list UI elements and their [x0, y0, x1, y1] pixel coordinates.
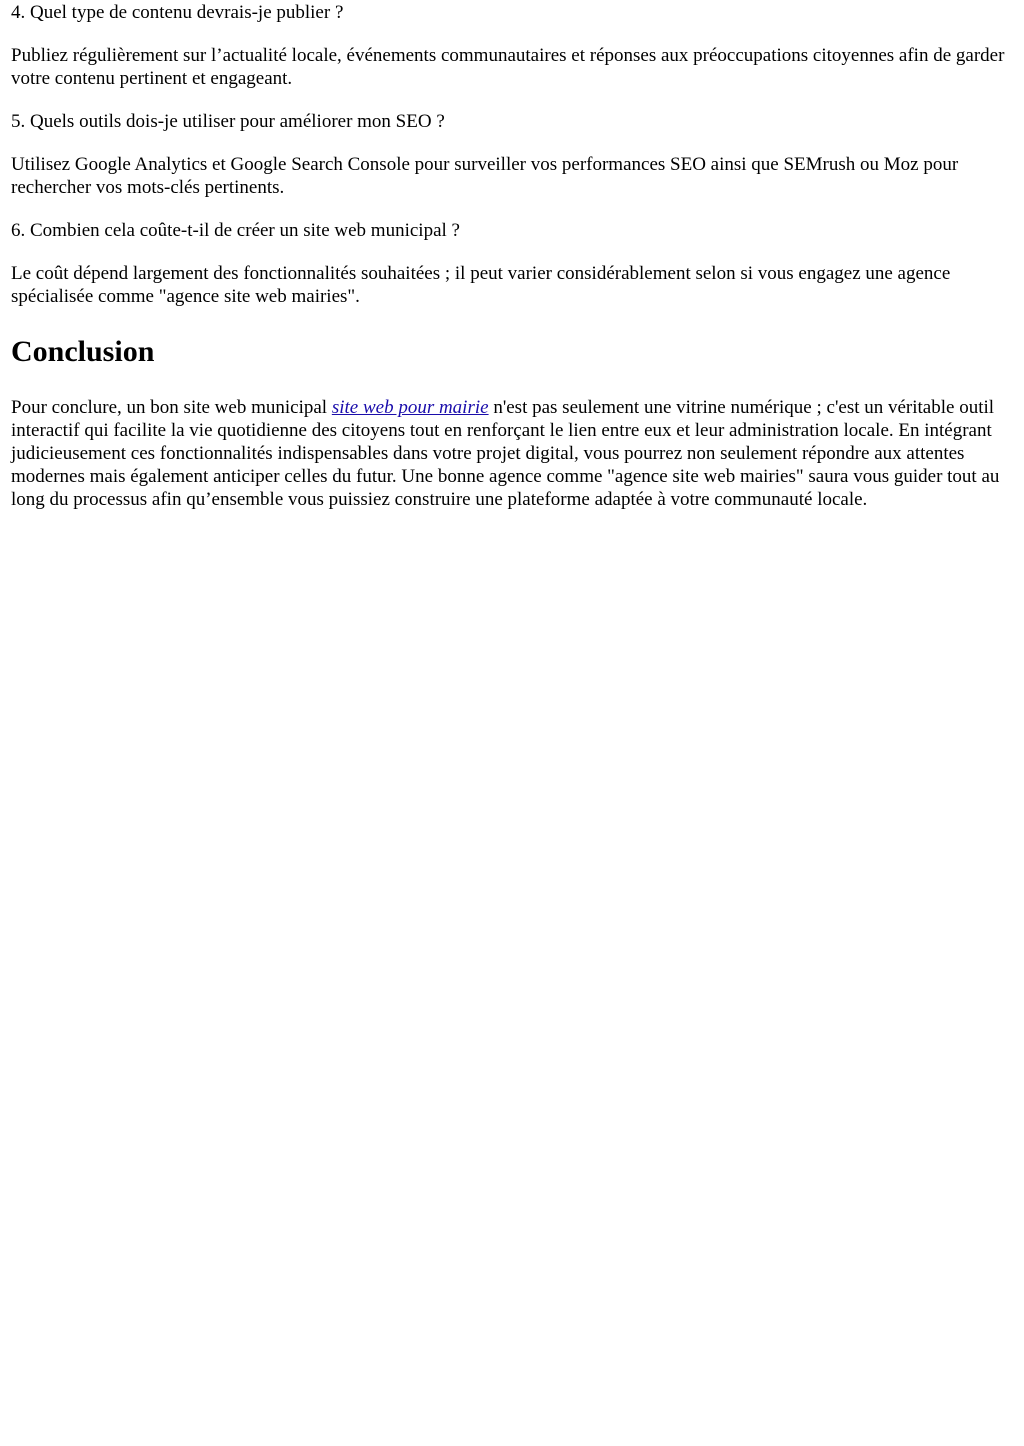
article-body: [0, 0, 1024, 511]
conclusion-text-after-link: n'est pas seulement une vitrine numérique ; c'est un véritable outil interactif qui facilite la vie quotidienne des citoyens tout en renforçant le lien entre eux et leur administration locale. En intégrant judicieusement ces fonctionnalités indispensables dans votre projet digital, vous pourrez non seulement répondre aux attentes modernes mais également anticiper celles du futur. Une bonne agence comme "agence site web mairies" saura vous guider tout au long du processus afin qu’ensemble vous puissiez construire une plateforme adaptée à votre communauté locale.: [11, 397, 1000, 510]
faq-question-4: 4. Quel type de contenu devrais-je publier ?: [11, 2, 344, 23]
site-web-pour-mairie-link[interactable]: site web pour mairie: [331, 397, 489, 418]
conclusion-paragraph: [11, 396, 1012, 511]
faq-answer-4: Publiez régulièrement sur l’actualité locale, événements communautaires et réponses aux préoccupations citoyennes afin de garder votre contenu pertinent et engageant.: [11, 45, 1005, 89]
faq-question-6: 6. Combien cela coûte-t-il de créer un site web municipal ?: [11, 220, 460, 241]
conclusion-text-before-link: Pour conclure, un bon site web municipal: [11, 397, 332, 418]
faq-answer-6: Le coût dépend largement des fonctionnalités souhaitées ; il peut varier considérablement selon si vous engagez une agence spécialisée comme "agence site web mairies".: [11, 263, 951, 307]
conclusion-heading: Conclusion: [11, 335, 155, 368]
faq-answer-5: Utilisez Google Analytics et Google Search Console pour surveiller vos performances SEO ainsi que SEMrush ou Moz pour rechercher vos mots-clés pertinents.: [11, 154, 959, 198]
faq-question-5: 5. Quels outils dois-je utiliser pour améliorer mon SEO ?: [11, 111, 445, 132]
